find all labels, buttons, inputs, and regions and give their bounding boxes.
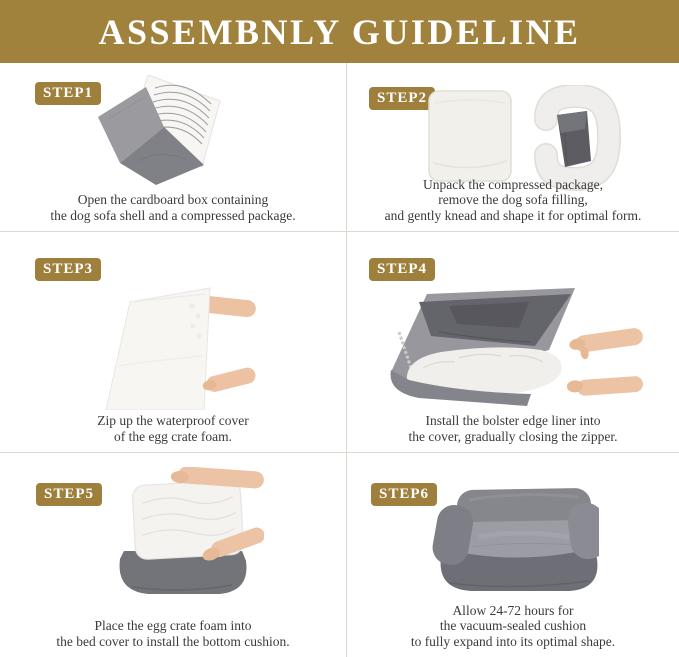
step3-badge: STEP3: [35, 258, 101, 281]
step2-badge: STEP2: [369, 87, 435, 110]
caption-line: Install the bolster edge liner into: [425, 413, 601, 428]
caption-line: the vacuum-sealed cushion: [439, 618, 587, 633]
step3-panel: [0, 232, 347, 453]
caption-line: the bed cover to install the bottom cushion.: [56, 633, 290, 649]
caption-line: Allow 24-72 hours for: [452, 602, 574, 618]
folded-box-contents-photo: [98, 75, 243, 185]
step5-caption: [0, 618, 346, 649]
step2-caption: [347, 177, 679, 224]
step1-panel: [0, 63, 347, 232]
step3-caption: [0, 413, 346, 444]
caption-line: to fully expand into its optimal shape.: [410, 633, 616, 649]
step1-caption: [0, 192, 346, 223]
assembled-dog-sofa-photo: [419, 485, 599, 603]
bolster-edge-liner-install-photo: [379, 280, 643, 412]
caption-line: the dog sofa shell and a compressed package.: [50, 207, 296, 223]
caption-line: and gently knead and shape it for optimal form.: [384, 207, 642, 223]
step4-panel: [347, 232, 679, 453]
step6-badge: STEP6: [371, 483, 437, 506]
caption-line: Open the cardboard box containing: [77, 192, 269, 207]
foam-pad-and-bolster-ring-photo: [425, 85, 625, 191]
page-title: ASSEMBNLY GUIDELINE: [98, 11, 581, 52]
step6-caption: [347, 603, 679, 650]
waterproof-cover-zipping-photo: [88, 284, 258, 410]
step4-badge: STEP4: [369, 258, 435, 281]
assembly-steps-grid: [0, 63, 679, 657]
caption-line: Zip up the waterproof cover: [97, 413, 249, 428]
step4-caption: [347, 413, 679, 444]
caption-line: Place the egg crate foam into: [94, 618, 252, 633]
step5-badge: STEP5: [36, 483, 102, 506]
header-banner: [0, 0, 679, 63]
egg-crate-foam-into-cover-photo: [92, 467, 264, 601]
caption-line: of the egg crate foam.: [113, 428, 233, 444]
caption-line: Unpack the compressed package,: [423, 176, 603, 192]
step5-panel: [0, 453, 347, 657]
step1-badge: STEP1: [35, 82, 101, 105]
step6-panel: [347, 453, 679, 657]
caption-line: remove the dog sofa filling,: [438, 192, 588, 207]
caption-line: the cover, gradually closing the zipper.: [408, 428, 618, 444]
step2-panel: [347, 63, 679, 232]
